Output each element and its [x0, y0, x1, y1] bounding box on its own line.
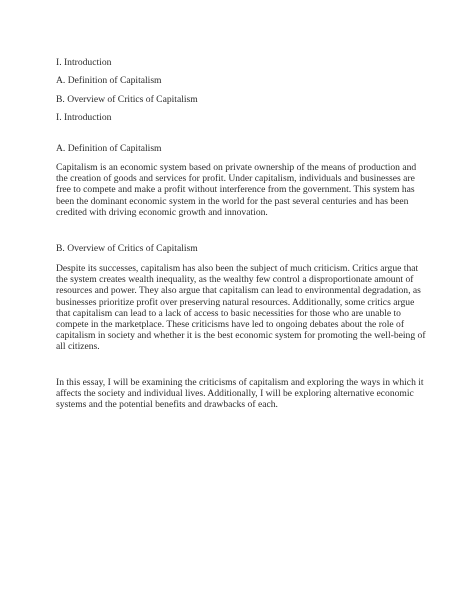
paragraph-line: Capitalism is an economic system based on private ownership of the means of production and [56, 162, 417, 173]
paragraph-line: credited with driving economic growth and innovation. [56, 206, 268, 218]
section-a-paragraph [56, 162, 428, 218]
outline-item-introduction: I. Introduction [56, 57, 112, 68]
paragraph-line: the system creates wealth inequality, as the wealthy few control a disproportionate amount of [56, 274, 414, 286]
paragraph-line: all citizens. [56, 341, 100, 353]
outline-item-definition: A. Definition of Capitalism [56, 75, 162, 86]
paragraph-line: In this essay, I will be examining the criticisms of capitalism and exploring the ways in which it [56, 377, 424, 388]
paragraph-line: free to compete and make a profit without interference from the government. This system has [56, 184, 415, 196]
paragraph-line: affects the society and individual lives. Additionally, I will be exploring alternative economic [56, 388, 414, 400]
section-b-heading: B. Overview of Critics of Capitalism [56, 243, 198, 254]
paragraph-line: systems and the potential benefits and drawbacks of each. [56, 399, 278, 411]
paragraph-line: the creation of goods and services for profit. Under capitalism, individuals and businesses are [56, 173, 415, 185]
paragraph-line: been the dominant economic system in the world for the past several centuries and has been [56, 195, 409, 207]
section-a-heading: A. Definition of Capitalism [56, 143, 162, 154]
paragraph-line: Despite its successes, capitalism has also been the subject of much criticism. Critics argue that [56, 263, 419, 274]
outline-item-overview: B. Overview of Critics of Capitalism [56, 94, 198, 105]
paragraph-line: compete in the marketplace. These criticisms have led to ongoing debates about the role of [56, 319, 405, 331]
paragraph-line: resources and power. They also argue that capitalism can lead to environmental degradation, as [56, 285, 421, 297]
outline-item-introduction-repeat: I. Introduction [56, 112, 112, 123]
paragraph-line: that capitalism can lead to a lack of access to basic necessities for those who are unable to [56, 307, 401, 319]
paragraph-line: capitalism in society and whether it is the best economic system for promoting the well-being of [56, 330, 426, 342]
paragraph-line: businesses prioritize profit over preserving natural resources. Additionally, some critics argue [56, 296, 415, 308]
section-b-paragraph [56, 263, 428, 353]
closing-paragraph [56, 377, 428, 411]
